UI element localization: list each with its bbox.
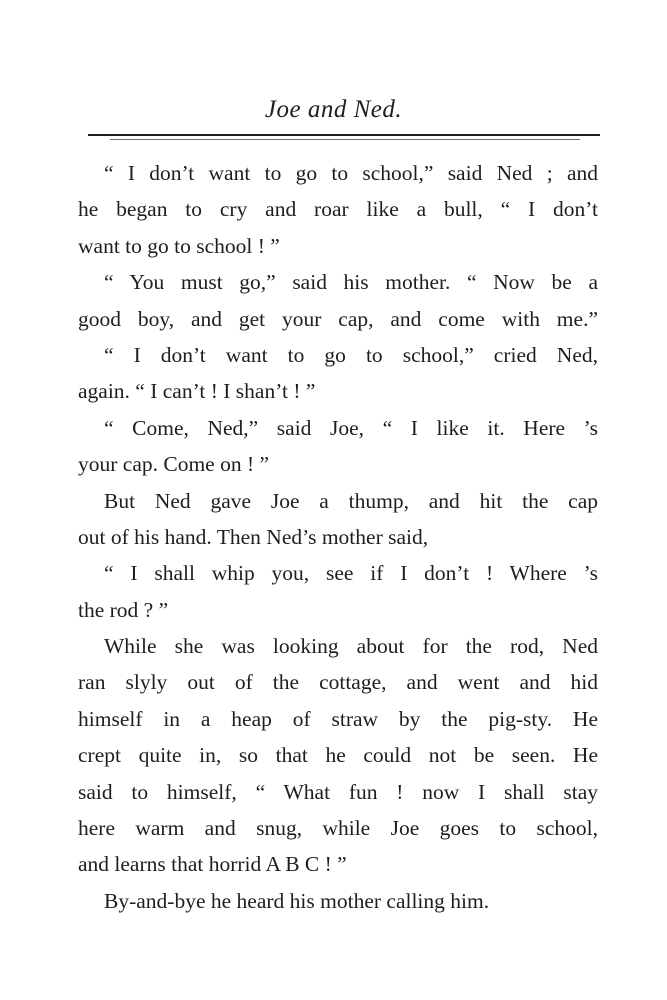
text-line: ran slyly out of the cottage, and went and hid [78,670,598,695]
body-text [78,155,598,919]
text-line: said to himself, “ What fun ! now I shall stay [78,779,598,804]
text-line: “ I don’t want to go to school,” said Ned ; and [104,161,598,185]
text-line: “ I don’t want to go to school,” cried Ned, [104,342,598,367]
text-line: good boy, and get your cap, and come with me.” [78,306,598,331]
text-line: he began to cry and roar like a bull, “ I don’t [78,197,598,222]
text-line: crept quite in, so that he could not be seen. He [78,743,598,768]
text-line: “ You must go,” said his mother. “ Now be a [104,270,598,295]
text-line: But Ned gave Joe a thump, and hit the cap [104,488,598,513]
text-line: the rod ? ” [78,597,169,622]
text-line: your cap. Come on ! ” [78,452,270,477]
running-title: Joe and Ned. [264,96,403,123]
text-line: here warm and snug, while Joe goes to school, [78,816,598,841]
text-line: want to go to school ! ” [78,233,280,258]
text-line: again. “ I can’t ! I shan’t ! ” [78,379,316,404]
text-line: By-and-bye he heard his mother calling him. [104,888,490,913]
header-rule [88,134,600,136]
text-line: While she was looking about for the rod, Ned [104,634,598,659]
text-line: out of his hand. Then Ned’s mother said, [78,524,429,549]
text-line: himself in a heap of straw by the pig-sty. He [78,706,598,731]
text-line: “ Come, Ned,” said Joe, “ I like it. Here ’s [104,415,598,440]
text-line: “ I shall whip you, see if I don’t ! Where ’s [104,561,598,586]
header-rule-thin [110,139,580,140]
text-line: and learns that horrid A B C ! ” [78,852,347,877]
